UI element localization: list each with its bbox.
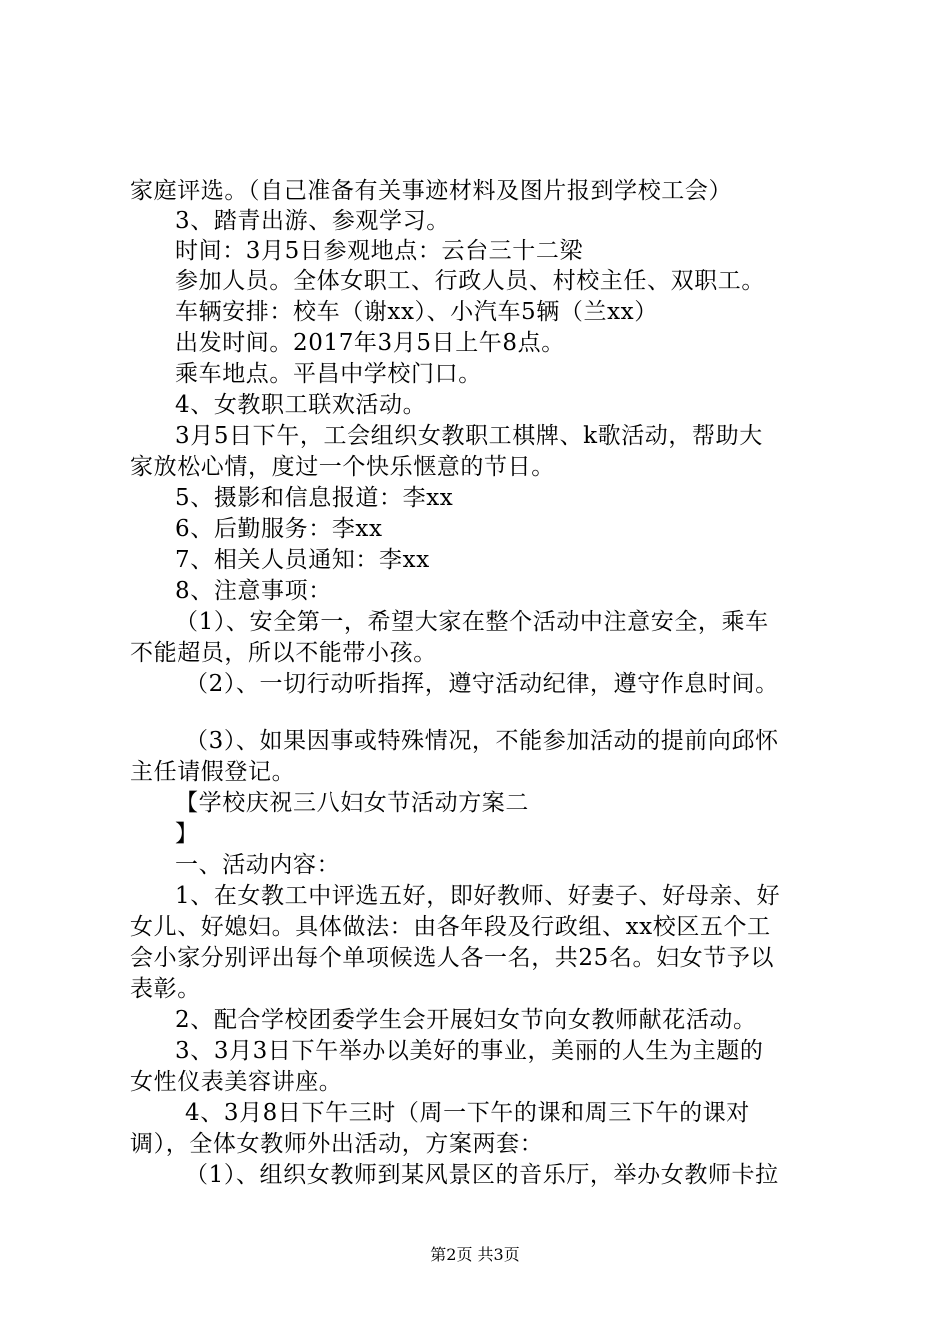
text-line: 时间：3月5日参观地点：云台三十二梁: [175, 238, 584, 264]
text-line: 一、活动内容：: [175, 852, 341, 878]
text-line: 4、3月8日下午三时（周一下午的课和周三下午的课对: [185, 1100, 750, 1126]
section-heading-bracket: 】: [175, 821, 199, 847]
text-line: 不能超员，所以不能带小孩。: [130, 640, 437, 666]
text-line: 3、踏青出游、参观学习。: [175, 208, 450, 234]
text-line: 4、女教职工联欢活动。: [175, 392, 427, 418]
text-line: 家庭评选。（自己准备有关事迹材料及图片报到学校工会）: [130, 178, 733, 204]
text-line: 出发时间。2017年3月5日上午8点。: [175, 330, 565, 356]
text-line: 参加人员。全体女职工、行政人员、村校主任、双职工。: [175, 268, 765, 294]
section-heading: 【学校庆祝三八妇女节活动方案二: [175, 790, 529, 816]
text-line: 调），全体女教师外出活动，方案两套：: [130, 1131, 544, 1157]
text-line: 女性仪表美容讲座。: [130, 1069, 343, 1095]
text-line: （3）、如果因事或特殊情况，不能参加活动的提前向邱怀: [185, 728, 779, 754]
text-line: 7、相关人员通知：李xx: [175, 547, 430, 573]
text-line: 2、配合学校团委学生会开展妇女节向女教师献花活动。: [175, 1007, 757, 1033]
text-line: 会小家分别评出每个单项候选人各一名，共25名。妇女节予以: [130, 945, 775, 971]
text-line: 女儿、好媳妇。具体做法：由各年段及行政组、xx校区五个工: [130, 914, 771, 940]
text-line: 1、在女教工中评选五好，即好教师、好妻子、好母亲、好: [175, 883, 781, 909]
text-line: 5、摄影和信息报道：李xx: [175, 485, 454, 511]
text-line: 表彰。: [130, 976, 201, 1002]
text-line: （2）、一切行动听指挥，遵守活动纪律，遵守作息时间。: [185, 671, 779, 697]
page-number-footer: 第2页 共3页: [430, 1245, 520, 1264]
text-line: （1）、安全第一，希望大家在整个活动中注意安全，乘车: [175, 609, 769, 635]
text-line: 主任请假登记。: [130, 759, 296, 785]
text-line: 3月5日下午，工会组织女教职工棋牌、k歌活动，帮助大: [175, 423, 763, 449]
text-line: 6、后勤服务：李xx: [175, 516, 383, 542]
text-line: 3、3月3日下午举办以美好的事业，美丽的人生为主题的: [175, 1038, 764, 1064]
text-line: 车辆安排：校车（谢xx）、小汽车5辆（兰xx）: [175, 299, 658, 325]
text-line: 8、注意事项：: [175, 578, 332, 604]
text-line: 乘车地点。平昌中学校门口。: [175, 361, 482, 387]
text-line: （1）、组织女教师到某风景区的音乐厅，举办女教师卡拉: [185, 1162, 779, 1188]
text-line: 家放松心情，度过一个快乐惬意的节日。: [130, 454, 555, 480]
